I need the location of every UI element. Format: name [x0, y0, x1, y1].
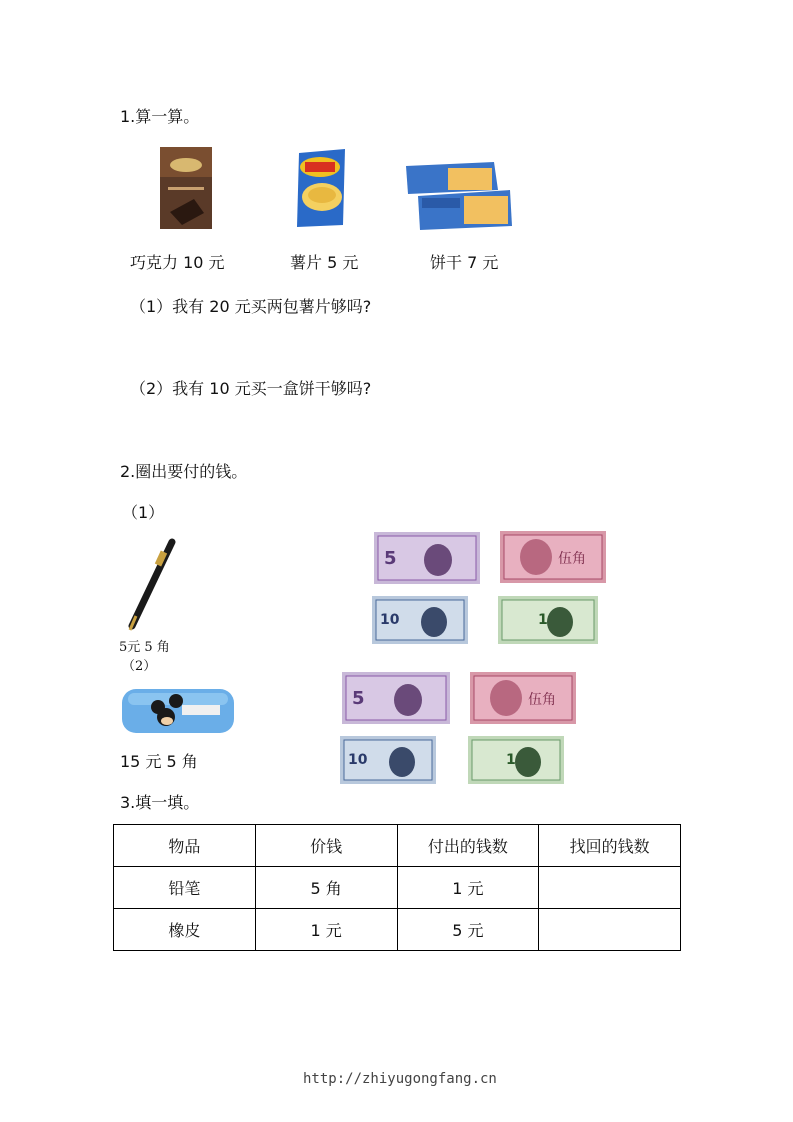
five-jiao-note-icon[interactable] — [500, 531, 606, 583]
q1-title: 1.算一算。 — [120, 107, 200, 126]
svg-text:5: 5 — [352, 688, 365, 709]
header-cell: 付出的钱数 — [397, 825, 539, 867]
pencil-case-icon — [120, 685, 236, 737]
header-cell: 价钱 — [255, 825, 397, 867]
svg-text:伍角: 伍角 — [558, 551, 586, 567]
answer-cell[interactable] — [539, 867, 681, 909]
five-yuan-note-icon[interactable] — [374, 532, 480, 584]
fountain-pen-icon — [124, 538, 178, 634]
table-cell: 5 角 — [255, 867, 397, 909]
biscuit-box-icon — [404, 160, 514, 230]
q2-title: 2.圈出要付的钱。 — [120, 462, 248, 481]
svg-text:10: 10 — [348, 752, 368, 768]
svg-text:1: 1 — [506, 752, 516, 768]
pencil-case-price: 15 元 5 角 — [120, 752, 198, 771]
chips-bag-icon — [293, 149, 351, 229]
svg-text:5: 5 — [384, 548, 397, 569]
fill-table — [113, 824, 681, 951]
ten-yuan-note-icon[interactable] — [340, 736, 436, 784]
answer-cell[interactable] — [539, 909, 681, 951]
table-cell: 铅笔 — [114, 867, 256, 909]
table-cell: 1 元 — [397, 867, 539, 909]
table-row — [114, 909, 681, 951]
five-jiao-note-icon[interactable] — [470, 672, 576, 724]
table-header-row — [114, 825, 681, 867]
header-cell: 找回的钱数 — [539, 825, 681, 867]
svg-text:伍角: 伍角 — [528, 692, 556, 708]
five-yuan-note-icon[interactable] — [342, 672, 450, 724]
svg-text:10: 10 — [380, 612, 400, 628]
table-row — [114, 867, 681, 909]
table-cell: 橡皮 — [114, 909, 256, 951]
header-cell: 物品 — [114, 825, 256, 867]
q3-title: 3.填一填。 — [120, 793, 200, 812]
one-yuan-note-icon[interactable] — [468, 736, 564, 784]
pen-price: 5元 5 角 — [119, 640, 170, 655]
ten-yuan-note-icon[interactable] — [372, 596, 468, 644]
chocolate-label: 巧克力 10 元 — [130, 253, 225, 272]
chips-label: 薯片 5 元 — [290, 253, 359, 272]
chocolate-box-icon — [160, 147, 212, 229]
svg-text:1: 1 — [538, 612, 548, 628]
q1-sub1: （1）我有 20 元买两包薯片够吗? — [130, 297, 372, 316]
q2-part1-label: （1） — [122, 503, 165, 522]
q2-part2-label: （2） — [122, 659, 157, 674]
footer-url[interactable]: http://zhiyugongfang.cn — [303, 1071, 497, 1087]
table-cell: 5 元 — [397, 909, 539, 951]
q1-sub2: （2）我有 10 元买一盒饼干够吗? — [130, 379, 372, 398]
table-cell: 1 元 — [255, 909, 397, 951]
one-yuan-note-icon[interactable] — [498, 596, 598, 644]
biscuit-label: 饼干 7 元 — [430, 253, 499, 272]
